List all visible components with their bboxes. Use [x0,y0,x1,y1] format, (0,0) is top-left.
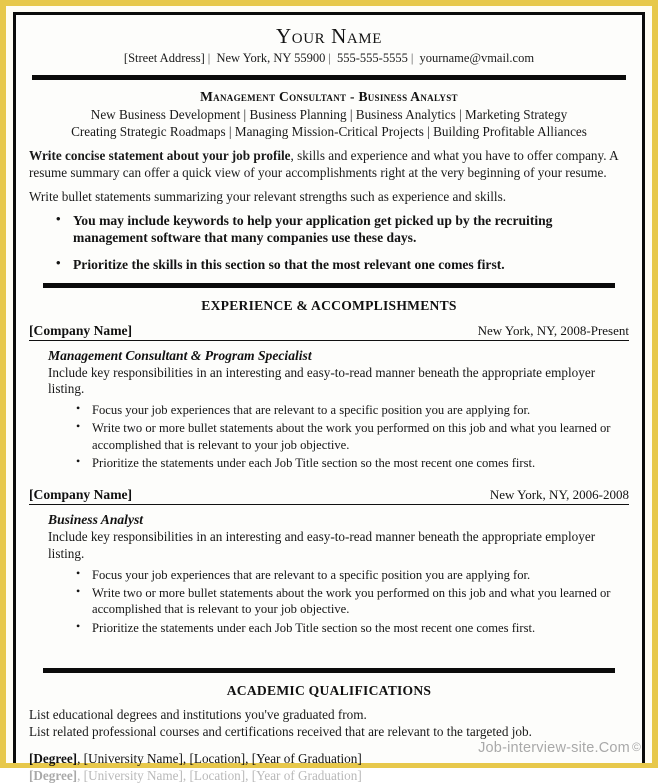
profile-tagline-2: Creating Strategic Roadmaps | Managing Mission-Critical Projects | Building Profitable Alliances [71,123,587,139]
profile-tagline-1: New Business Development | Business Planning | Business Analytics | Marketing Strategy [90,106,568,122]
profile-summary-rest: , skills and experience and what you have to offer company. A resume summary can offer a quick view of your accomplishments right at the very beginning of your resume. [29,148,618,181]
list-item: • You may include keywords to help your application get picked up by the recruiting management software that many companies use these days. [73,212,629,247]
job-bullet-list [29,567,629,636]
resume-body [16,15,642,784]
contact-separator: | [207,50,211,65]
experience-section-rule [43,283,615,288]
education-degree: [Degree] [29,768,78,784]
header-divider-rule [32,75,626,80]
job-bullet-list [29,402,629,471]
education-details: , [University Name], [Location], [Year of Graduation] [77,768,362,784]
contact-separator: | [410,50,414,65]
job-title: Management Consultant & Program Specialist [48,347,312,363]
profile-summary [29,148,629,182]
job-title: Business Analyst [48,512,144,528]
experience-entry-header [29,487,629,505]
list-item: • Prioritize the statements under each Job Title section so the most recent one comes first. [92,455,629,471]
education-section-title: ACADEMIC QUALIFICATIONS [226,683,432,699]
job-location-dates: New York, NY, 2008-Present [477,322,629,338]
list-item: • Focus your job experiences that are relevant to a specific position you are applying for. [92,567,629,583]
experience-entry [29,323,629,472]
contact-line [29,51,629,66]
list-item: • Prioritize the skills in this section so that the most relevant one comes first. [73,256,629,274]
education-section-rule [43,668,615,673]
list-item: • Write two or more bullet statements about the work you performed on this job and what you learned or accomplished that is relevant to your job objective. [92,585,629,618]
section-spacer [29,638,629,668]
contact-separator: | [328,50,331,65]
street-address: [Street Address] [123,50,205,65]
list-item: • Focus your job experiences that are relevant to a specific position you are applying for. [92,402,629,418]
profile-headline: Management Consultant - Business Analyst [200,88,458,104]
phone-number: 555-555-5555 [337,50,408,65]
email-address: yourname@vmail.com [419,50,535,65]
watermark-text: Job-interview-site.Com [478,740,630,756]
profile-bullets-intro: Write bullet statements summarizing your relevant strengths such as experience and skills. [29,188,507,204]
education-line-2: List related professional courses and certifications received that are relevant to the targeted job. [29,724,532,740]
applicant-name: Your Name [276,24,382,48]
job-location-dates: New York, NY, 2006-2008 [489,487,629,503]
experience-entry [29,487,629,636]
city-state-zip: New York, NY 55900 [216,50,326,65]
education-details: , [University Name], [Location], [Year of Graduation] [77,751,362,767]
education-line-1: List educational degrees and institutions you've graduated from. [29,707,367,723]
job-description: Include key responsibilities in an interesting and easy-to-read manner beneath the appropriate employer listing. [48,364,596,397]
copyright-icon: © [631,740,641,754]
experience-entry-header [29,323,629,341]
company-name: [Company Name] [29,322,133,338]
education-degree: [Degree] [29,751,78,767]
job-description: Include key responsibilities in an interesting and easy-to-read manner beneath the appropriate employer listing. [48,529,596,562]
experience-section-title: EXPERIENCE & ACCOMPLISHMENTS [201,297,457,313]
profile-summary-bold: Write concise statement about your job profile [29,148,291,164]
gold-border-frame [6,6,652,784]
company-name: [Company Name] [29,487,133,503]
profile-bullet-list [29,212,629,274]
education-entry [29,768,629,784]
site-watermark [478,740,641,756]
list-item: • Write two or more bullet statements about the work you performed on this job and what you learned or accomplished that is relevant to your job objective. [92,420,629,453]
list-item: • Prioritize the statements under each Job Title section so the most recent one comes first. [92,620,629,636]
document-frame [13,12,645,784]
